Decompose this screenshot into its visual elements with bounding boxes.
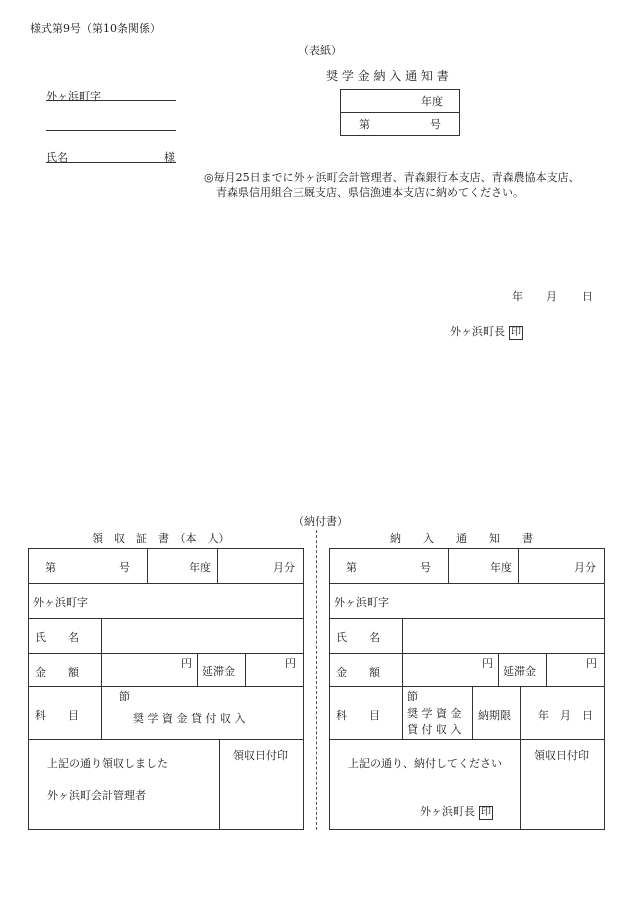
receipt-section: 節 [119, 690, 130, 703]
number-suffix: 号 [430, 118, 441, 131]
receipt-row-amount [29, 654, 303, 687]
notice-deadline-label: 納期限 [478, 709, 511, 722]
notice-row-number [330, 549, 604, 584]
receipt-received-text: 上記の通り領収しました [47, 757, 168, 770]
receipt-row-subject [29, 687, 303, 740]
name-suffix: 様 [164, 151, 175, 164]
notice-mayor [420, 803, 493, 820]
address-label: 外ヶ浜町字 [46, 90, 101, 103]
receipt-address: 外ヶ浜町字 [33, 596, 88, 609]
notice-slip-title: 納 入 通 知 書 [390, 532, 533, 545]
notice-no-suffix: 号 [420, 561, 431, 574]
receipt-month: 月分 [273, 561, 295, 574]
mayor-label: 外ヶ浜町長 [450, 325, 505, 338]
notice-yen-2: 円 [586, 657, 597, 670]
notice-row-name [330, 619, 604, 654]
receipt-name-label: 氏 名 [35, 631, 79, 644]
notice-deadline-date: 年 月 日 [538, 709, 593, 722]
form-number: 様式第9号（第10条関係） [30, 22, 161, 35]
payslip-label: （納付書） [293, 515, 348, 528]
notice-address: 外ヶ浜町字 [334, 596, 389, 609]
notice-late-fee: 延滞金 [503, 665, 536, 678]
notice-section-desc-2: 貸 付 収 入 [407, 723, 462, 736]
receipt-late-fee: 延滞金 [202, 665, 235, 678]
notice-row-subject [330, 687, 604, 740]
receipt-row-address [29, 584, 303, 619]
number-cell [341, 113, 460, 136]
notice-row-address [330, 584, 604, 619]
notice-amount-label: 金 額 [336, 666, 380, 679]
receipt-yen-1: 円 [181, 657, 192, 670]
receipt-section-desc: 奨 学 資 金 貸 付 収 入 [133, 712, 246, 725]
receipt-year: 年度 [189, 561, 211, 574]
notice-seal-mark: 印 [481, 807, 491, 818]
receipt-no-suffix: 号 [119, 561, 130, 574]
date-day: 日 [582, 290, 593, 303]
notice-mayor-label: 外ヶ浜町長 [420, 805, 475, 818]
year-number-box [340, 89, 460, 136]
notice-stamp-label: 領収日付印 [534, 749, 589, 762]
cut-line [316, 530, 317, 830]
notice-line-1: ◎毎月25日までに外ヶ浜町会計管理者、青森銀行本支店、青森農協本支店、 [204, 171, 580, 184]
name-label: 氏名 [46, 151, 68, 164]
seal-mark: 印 [511, 327, 521, 338]
notice-section: 節 [407, 690, 418, 703]
receipt-row-number [29, 549, 303, 584]
receipt-yen-2: 円 [285, 657, 296, 670]
notice-subject-label: 科 目 [336, 709, 380, 722]
document-title: 奨 学 金 納 入 通 知 書 [326, 69, 449, 83]
address-line-2 [46, 130, 176, 131]
receipt-slip [28, 548, 304, 830]
receipt-subject-label: 科 目 [35, 709, 79, 722]
notice-line-2: 青森県信用組合三厩支店、県信漁連本支店に納めてください。 [216, 186, 524, 199]
notice-month: 月分 [574, 561, 596, 574]
receipt-title: 領 収 証 書 （本 人） [92, 532, 230, 545]
receipt-row-name [29, 619, 303, 654]
receipt-no-prefix: 第 [45, 561, 56, 574]
year-label: 年度 [421, 95, 443, 108]
receipt-amount-label: 金 額 [35, 666, 79, 679]
number-prefix: 第 [359, 118, 370, 131]
notice-yen-1: 円 [482, 657, 493, 670]
notice-slip [329, 548, 605, 830]
notice-pay-text: 上記の通り、納付してください [348, 757, 502, 770]
notice-section-desc-1: 奨 学 資 金 [407, 707, 462, 720]
cover-label: （表紙） [298, 44, 342, 57]
date-month: 月 [546, 290, 557, 303]
year-cell [341, 90, 460, 113]
address-line [46, 100, 176, 101]
notice-no-prefix: 第 [346, 561, 357, 574]
notice-year: 年度 [490, 561, 512, 574]
receipt-stamp-label: 領収日付印 [233, 749, 288, 762]
notice-row-amount [330, 654, 604, 687]
mayor-signature [450, 323, 523, 340]
receipt-treasurer: 外ヶ浜町会計管理者 [47, 789, 146, 802]
notice-name-label: 氏 名 [336, 631, 380, 644]
name-line [46, 162, 176, 163]
date-year: 年 [512, 290, 523, 303]
